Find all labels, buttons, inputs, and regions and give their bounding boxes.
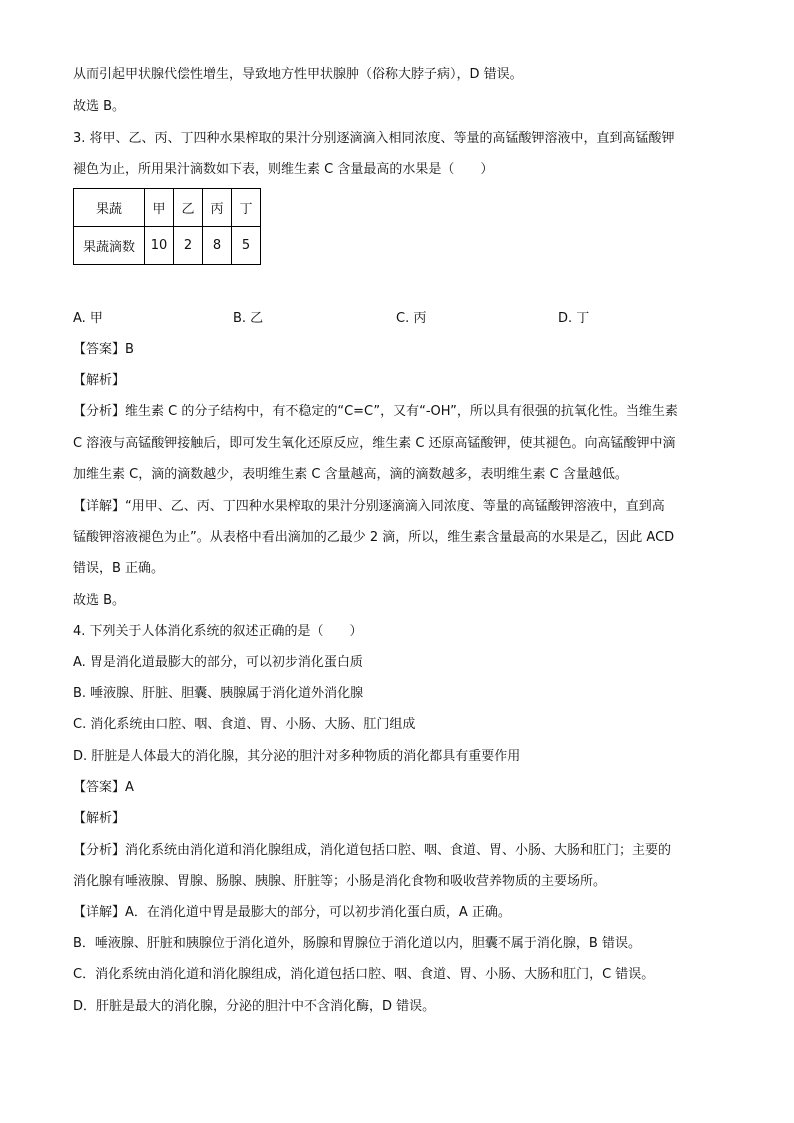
table-cell: 甲 — [145, 189, 174, 227]
table-cell: 果蔬 — [74, 189, 145, 227]
analysis-text: 【分析】维生素 C 的分子结构中，有不稳定的“C=C”，又有“-OH”，所以具有很强的抗氧化性。当维生素 — [73, 404, 678, 419]
table-cell: 果蔬滴数 — [74, 227, 145, 265]
option-c: C. 丙 — [396, 311, 427, 326]
text-line: 故选 B。 — [73, 99, 126, 114]
table-cell: 5 — [232, 227, 261, 265]
analysis-text: 加维生素 C，滴的滴数越少，表明维生素 C 含量越高，滴的滴数越多，表明维生素 C 含量越低。 — [73, 467, 628, 482]
detail-text: C．消化系统由消化道和消化腺组成，消化道包括口腔、咽、食道、胃、小肠、大肠和肛门，C 错误。 — [73, 967, 655, 982]
detail-text: B．唾液腺、肝脏和胰腺位于消化道外，肠腺和胃腺位于消化道以内，胆囊不属于消化腺，B 错误。 — [73, 936, 641, 951]
choose-text: 故选 B。 — [73, 593, 126, 608]
detail-text: 锰酸钾溶液褪色为止”。从表格中看出滴加的乙最少 2 滴，所以，维生素含量最高的水果是乙，因此 ACD — [73, 530, 675, 545]
option-b: B. 唾液腺、肝脏、胆囊、胰腺属于消化道外消化腺 — [73, 686, 364, 701]
detail-text: D．肝脏是最大的消化腺，分泌的胆汁中不含消化酶，D 错误。 — [73, 999, 436, 1014]
answer-label: 【答案】A — [73, 780, 134, 795]
detail-text: 【详解】A．在消化道中胃是最膨大的部分，可以初步消化蛋白质，A 正确。 — [73, 905, 511, 920]
table-cell: 乙 — [174, 189, 203, 227]
question-4-stem: 4. 下列关于人体消化系统的叙述正确的是（ ） — [73, 624, 363, 639]
option-d: D. 肝脏是人体最大的消化腺，其分泌的胆汁对多种物质的消化都具有重要作用 — [73, 749, 521, 764]
analysis-text: 【分析】消化系统由消化道和消化腺组成，消化道包括口腔、咽、食道、胃、小肠、大肠和肛门；主要的 — [73, 843, 672, 858]
table-cell: 10 — [145, 227, 174, 265]
detail-text: 错误，B 正确。 — [73, 561, 165, 576]
option-a: A. 胃是消化道最膨大的部分，可以初步消化蛋白质 — [73, 655, 363, 670]
table-cell: 8 — [203, 227, 232, 265]
question-3-stem: 3. 将甲、乙、丙、丁四种水果榨取的果汁分别逐滴滴入相同浓度、等量的高锰酸钾溶液中，直到高锰酸钾 — [73, 131, 675, 146]
table-cell: 丙 — [203, 189, 232, 227]
option-c: C. 消化系统由口腔、咽、食道、胃、小肠、大肠、肛门组成 — [73, 717, 416, 732]
table-cell: 丁 — [232, 189, 261, 227]
table-row — [74, 227, 261, 265]
analysis-text: 消化腺有唾液腺、胃腺、肠腺、胰腺、肝脏等；小肠是消化食物和吸收营养物质的主要场所。 — [73, 874, 607, 889]
analysis-label: 【解析】 — [73, 373, 126, 388]
table-cell: 2 — [174, 227, 203, 265]
answer-label: 【答案】B — [73, 342, 134, 357]
table-row — [74, 189, 261, 227]
analysis-text: C 溶液与高锰酸钾接触后，即可发生氧化还原反应，维生素 C 还原高锰酸钾，使其褪色。向高锰酸钾中滴 — [73, 436, 676, 451]
analysis-label: 【解析】 — [73, 811, 126, 826]
detail-text: 【详解】“用甲、乙、丙、丁四种水果榨取的果汁分别逐滴滴入同浓度、等量的高锰酸钾溶液中，直到高 — [73, 499, 665, 514]
option-b: B. 乙 — [233, 311, 264, 326]
fruit-drops-table — [73, 188, 261, 265]
question-3-stem: 褪色为止，所用果汁滴数如下表，则维生素 C 含量最高的水果是（ ） — [73, 162, 494, 177]
option-a: A. 甲 — [73, 311, 103, 326]
option-d: D. 丁 — [558, 311, 590, 326]
text-line: 从而引起甲状腺代偿性增生，导致地方性甲状腺肿（俗称大脖子病），D 错误。 — [73, 67, 523, 82]
